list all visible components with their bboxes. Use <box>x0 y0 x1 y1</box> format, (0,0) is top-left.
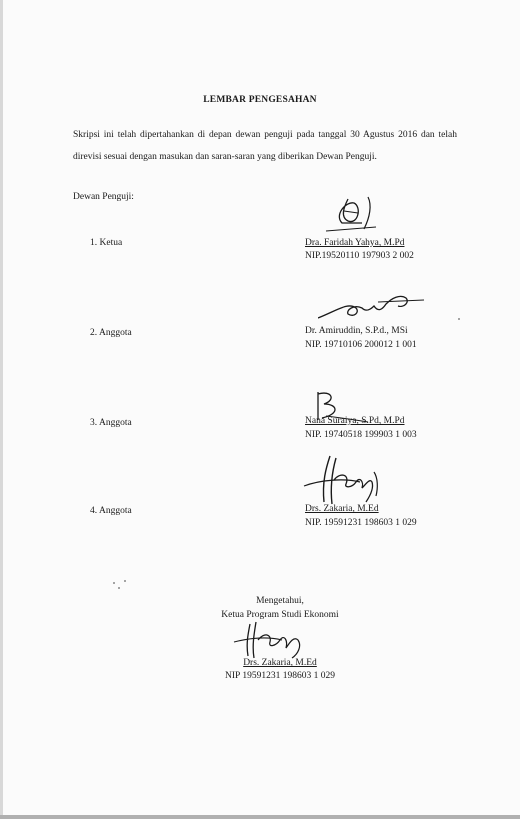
scan-speck <box>124 580 126 582</box>
head-signature <box>232 618 312 660</box>
approval-paragraph: Skripsi ini telah dipertahankan di depan dewan penguji pada tanggal 30 Agustus 2016 dan telah direvisi sesuai dengan masukan dan saran-saran yang diberikan Dewan Penguji. <box>73 130 457 162</box>
member-name: Nana Suraiya, S.Pd, M.Pd <box>305 416 405 426</box>
member-name: Dra. Faridah Yahya, M.Pd <box>305 238 405 248</box>
scan-speck <box>118 587 120 589</box>
examiners-label: Dewan Penguji: <box>73 192 134 202</box>
member-name: Drs. Zakaria, M.Ed <box>305 504 379 514</box>
head-position: Ketua Program Studi Ekonomi <box>221 610 339 620</box>
member-role: 3. Anggota <box>90 418 132 428</box>
acknowledged-label: Mengetahui, <box>256 596 304 606</box>
member-nip: NIP.19520110 197903 2 002 <box>305 251 414 261</box>
member-role: 2. Anggota <box>90 328 132 338</box>
scan-speck <box>113 582 115 584</box>
member-nip: NIP. 19710106 200012 1 001 <box>305 340 417 350</box>
signature-4 <box>300 452 390 512</box>
member-nip: NIP. 19591231 198603 1 029 <box>305 518 417 528</box>
signature-2 <box>318 288 428 324</box>
scan-speck <box>458 318 460 320</box>
page-title: LEMBAR PENGESAHAN <box>203 95 317 105</box>
page-bottom-edge <box>0 815 520 819</box>
head-nip: NIP 19591231 198603 1 029 <box>225 671 335 681</box>
member-name: Dr. Amiruddin, S.P.d., MSi <box>305 326 408 336</box>
page-edge-shadow <box>0 0 3 819</box>
member-nip: NIP. 19740518 199903 1 003 <box>305 430 417 440</box>
head-name: Drs. Zakaria, M.Ed <box>243 658 317 668</box>
member-role: 1. Ketua <box>90 238 123 248</box>
member-role: 4. Anggota <box>90 506 132 516</box>
signature-1 <box>318 193 393 243</box>
